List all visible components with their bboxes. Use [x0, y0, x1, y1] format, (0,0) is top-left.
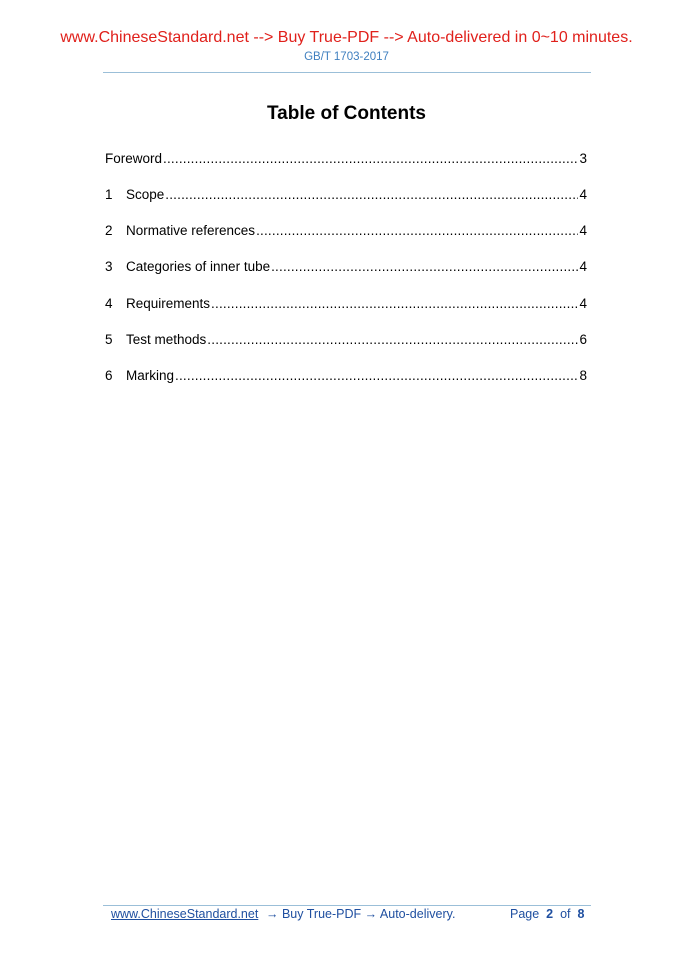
page-word: Page	[510, 907, 540, 921]
toc-entry-number: 1	[105, 187, 113, 202]
toc-entry-page: 4	[579, 187, 587, 202]
toc-entry-normative-references[interactable]	[105, 222, 587, 240]
toc-entry-number: 6	[105, 368, 113, 383]
promo-banner[interactable]: www.ChineseStandard.net --> Buy True-PDF --> Auto-delivered in 0~10 minutes.	[60, 29, 633, 46]
toc-title: Table of Contents	[266, 103, 427, 124]
header-divider	[103, 72, 591, 73]
toc-entry-page: 8	[579, 368, 587, 383]
footer-page-indicator	[510, 906, 584, 922]
toc-entry-label: Normative references	[126, 223, 256, 238]
toc-entry-page: 6	[579, 332, 587, 347]
toc-entry-page: 3	[579, 151, 587, 166]
toc-entry-page: 4	[579, 223, 587, 238]
toc-leader-dots	[256, 222, 578, 240]
toc-entry-number: 5	[105, 332, 113, 347]
toc-entry-scope[interactable]	[105, 186, 587, 204]
toc-entry-number: 3	[105, 259, 113, 274]
toc-entry-label: Foreword	[105, 151, 163, 166]
footer-buy-text: → Buy True-PDF → Auto-delivery.	[266, 907, 456, 921]
document-code: GB/T 1703-2017	[304, 51, 389, 63]
toc-entry-label: Categories of inner tube	[126, 259, 271, 274]
toc-entry-label: Requirements	[126, 296, 211, 311]
toc-leader-dots	[271, 258, 578, 276]
toc-entry-label: Test methods	[126, 332, 207, 347]
toc-leader-dots	[165, 186, 578, 204]
toc-leader-dots	[211, 295, 578, 313]
toc-entry-number: 2	[105, 223, 113, 238]
toc-entry-number: 4	[105, 296, 113, 311]
page-total: 8	[577, 907, 585, 921]
page-of: of	[560, 907, 571, 921]
toc-entry-categories[interactable]	[105, 258, 587, 276]
toc-entry-marking[interactable]	[105, 367, 587, 385]
toc-entry-page: 4	[579, 296, 587, 311]
toc-leader-dots	[175, 367, 578, 385]
page-current: 2	[546, 907, 554, 921]
toc-leader-dots	[207, 331, 578, 349]
toc-entry-label: Scope	[126, 187, 165, 202]
footer-website-link[interactable]: www.ChineseStandard.net	[111, 907, 259, 921]
toc-entry-foreword[interactable]	[105, 150, 587, 168]
toc-entry-requirements[interactable]	[105, 295, 587, 313]
toc-leader-dots	[163, 150, 578, 168]
toc-entry-page: 4	[579, 259, 587, 274]
toc-entry-label: Marking	[126, 368, 175, 383]
toc-entry-test-methods[interactable]	[105, 331, 587, 349]
